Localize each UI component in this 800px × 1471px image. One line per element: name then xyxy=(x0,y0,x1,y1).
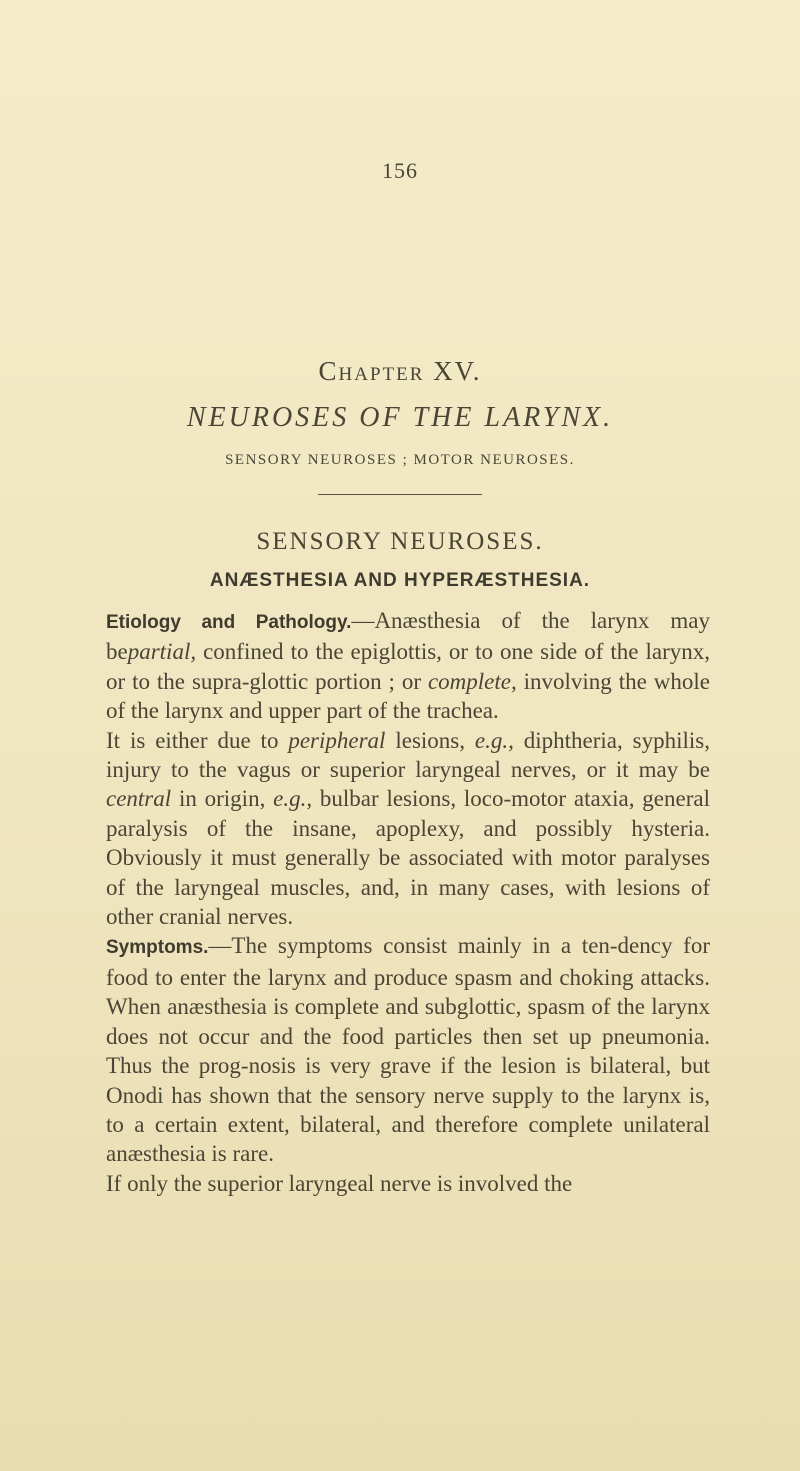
paragraph-etiology xyxy=(106,606,710,726)
paragraph-continuation xyxy=(106,1169,710,1198)
italic-term: e.g., xyxy=(273,786,313,812)
page-number: 156 xyxy=(382,158,418,183)
text-run: It is either due to xyxy=(106,727,289,753)
paragraph-causes xyxy=(106,726,710,932)
italic-term: partial, xyxy=(127,639,197,665)
body-text xyxy=(106,606,710,1198)
italic-term: peripheral xyxy=(288,727,386,753)
section-heading: SENSORY NEUROSES. xyxy=(256,528,544,555)
italic-term: complete, xyxy=(427,668,517,694)
section-divider xyxy=(318,494,482,495)
paragraph-symptoms xyxy=(106,931,710,1168)
text-run: —The symptoms consist mainly in a ten-dency for food to enter the larynx and produce spasm and choking attacks. When anæsthesia is complete and subglottic, spasm of the larynx does not occur and the food particles then set up pneumonia. Thus the prog-nosis is very grave if the lesion is bilateral, but Onodi has shown that the sensory nerve supply to the larynx is, to a certain extent, bilateral, and therefore complete unilateral anæsthesia is rare. xyxy=(106,933,710,1167)
chapter-contents: SENSORY NEUROSES ; MOTOR NEUROSES. xyxy=(225,452,575,468)
text-run: If only the superior laryngeal nerve is involved the xyxy=(106,1170,573,1196)
text-run: in origin, xyxy=(171,786,274,812)
italic-term: e.g., xyxy=(474,727,514,753)
italic-term: central xyxy=(106,786,172,812)
subsection-heading: ANÆSTHESIA AND HYPERÆSTHESIA. xyxy=(209,570,591,591)
chapter-number: Chapter XV. xyxy=(318,356,482,386)
text-run: involving the whole of the larynx and upper part of the trachea. xyxy=(106,668,710,724)
text-run: —Anæsthesia of the larynx may be xyxy=(106,608,710,665)
text-run: bulbar lesions, loco-motor ataxia, general paralysis of the insane, apoplexy, and possibly hysteria. Obviously it must generally be associated with motor paralyses of the laryngeal muscles, and, in many cases, with lesions of other cranial nerves. xyxy=(106,786,710,930)
run-in-heading-symptoms: Symptoms. xyxy=(106,937,209,959)
text-run: lesions, xyxy=(385,727,475,753)
chapter-title: NEUROSES OF THE LARYNX. xyxy=(186,402,614,433)
text-run: diphtheria, syphilis, injury to the vagus or superior laryngeal nerves, or it may be xyxy=(106,727,710,783)
run-in-heading-etiology: Etiology and Pathology. xyxy=(106,612,352,633)
text-run: confined to the epiglottis, or to one side of the larynx, or to the supra-glottic portion ; or xyxy=(106,639,710,694)
